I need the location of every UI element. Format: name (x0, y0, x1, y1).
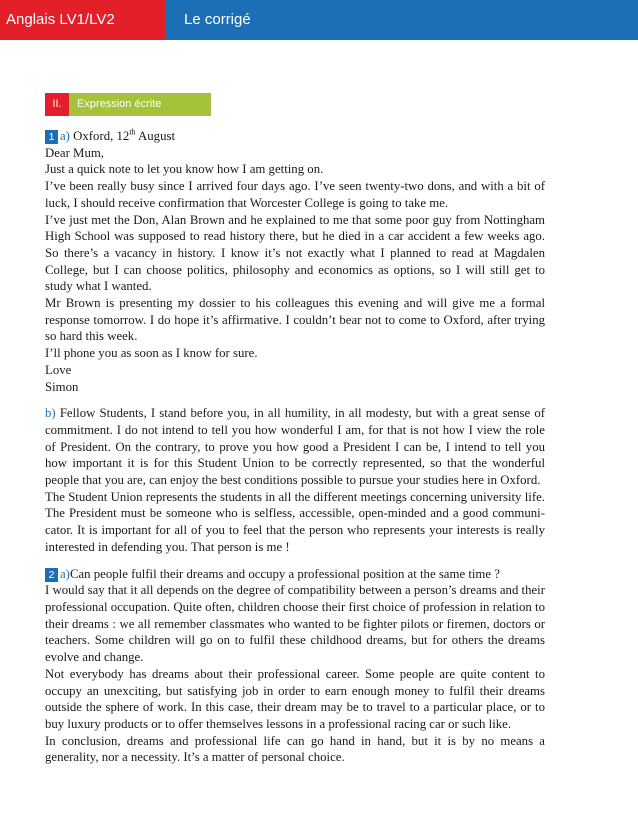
part-label: a) (60, 566, 70, 581)
speech-text: Fellow Students, I stand before you, in all humility, in all modesty, but with a great sense of commitment. I do not intend to tell you how wonderful I am, for that is not how I view the role of President. On the contrary, to prove you how good a President I can be, I intend to tell you how important it is for this Student Union to be correctly represented, so that the wonderful people that you are, can enjoy the best conditions possible to pursue your studies here in Oxford. (45, 406, 545, 488)
essay-paragraph: I would say that it all depends on the degree of compatibility between a person’s dreams and their professional occupation. Quite often, children choose their first choice of profession in relation to their dreams : we all remember classmates who wanted to be fighter pilots or firemen, doctors or teachers. Some children will go on to fulfil these childhood dreams, but for others the dreams evolve and change. (45, 583, 545, 665)
part-label: b) (45, 406, 56, 421)
letter-closing: Love (45, 362, 72, 377)
question-number-badge: 2 (45, 568, 58, 582)
letter-greeting: Dear Mum, (45, 145, 104, 160)
letter-heading (45, 128, 545, 145)
date-suffix: th (129, 127, 136, 137)
essay-paragraph: In conclusion, dreams and professional life can go hand in hand, but it is by no means a generality, nor a necessity. It’s a matter of personal choice. (45, 733, 545, 765)
page-header (0, 0, 638, 40)
essay-paragraph: Not everybody has dreams about their professional career. Some people are quite content to occupy an unexciting, but satisfying job in order to earn enough money to fulfil their dreams outside the sphere of work. In this case, their dream may be to travel to a particular place, or to buy luxury products or to offer themselves lessons in a professional racing car or such like. (45, 666, 545, 731)
letter-paragraph: I’ve just met the Don, Alan Brown and he explained to me that some poor guy from Nottingham High School was supposed to read history there, but he died in a car accident a few weeks ago. So there’s a vacancy in history. I know it’s not exactly what I planned to read at Magdalen College, but I can choose politics, philosophy and economics as options, so I will still get to study what I wanted. (45, 212, 545, 294)
letter-month: August (135, 129, 176, 143)
letter-paragraph: Just a quick note to let you know how I am getting on. (45, 162, 324, 177)
question-number-badge: 1 (45, 130, 58, 144)
letter-signature: Simon (45, 379, 79, 394)
letter-paragraph: Mr Brown is presenting my dossier to his colleagues this evening and will give me a formal response tomorrow. I do hope it’s affirmative. I couldn’t bear not to come to Oxford, after trying so hard this week. (45, 296, 545, 344)
subject-label: Anglais LV1/LV2 (0, 0, 166, 40)
speech-paragraph: The Student Union represents the students in all the different meetings concerning university life. The President must be someone who is selfless, accessible, open-minded and a good communicator. It is important for all of you to feel that the person who represents your interests is really interested in defending you. That person is me ! (45, 489, 545, 554)
part-label: a) (60, 129, 70, 143)
essay-question-text: Can people fulfil their dreams and occupy a professional position at the same time ? (69, 566, 500, 581)
letter-paragraph: I’ll phone you as soon as I know for sure. (45, 346, 258, 361)
letter-place-date: Oxford, 12 (73, 129, 130, 143)
speech-paragraph (45, 405, 545, 489)
section-title: Expression écrite (69, 93, 211, 116)
essay-question (45, 566, 545, 583)
letter-paragraph: I’ve been really busy since I arrived four days ago. I’ve seen twenty-two dons, and with a bit of luck, I should receive confirmation that Worcester College is going to take me. (45, 179, 545, 210)
header-title: Le corrigé (166, 0, 638, 40)
section-number: II. (45, 93, 69, 116)
answer-content (45, 128, 545, 766)
